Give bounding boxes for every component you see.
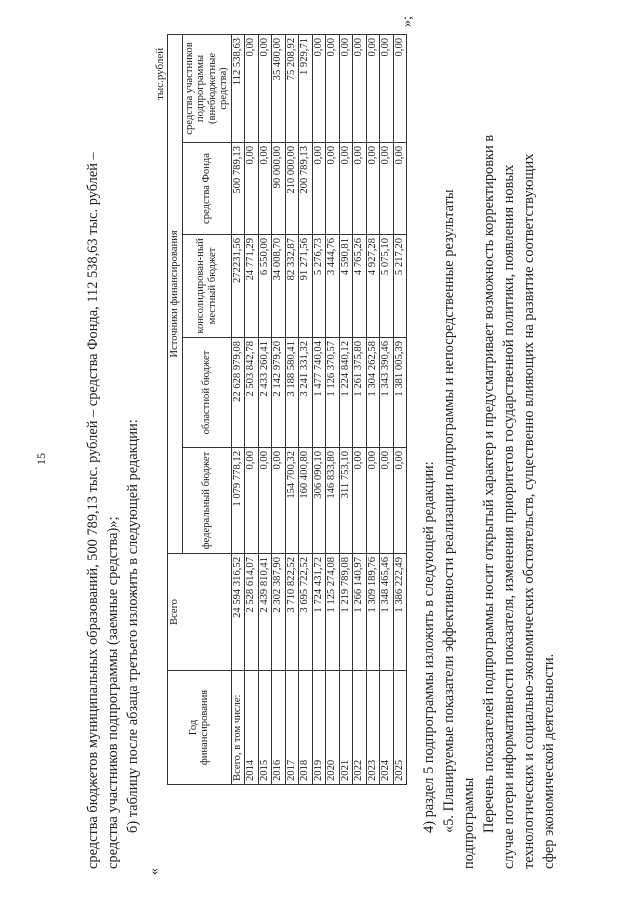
- value-cell: 3 710 822,52: [285, 554, 299, 671]
- value-cell: 0,00: [366, 34, 380, 142]
- value-cell: 0,00: [353, 34, 367, 142]
- header-participants: средства участников подпрограммы (внебюджетные средства): [182, 34, 231, 142]
- value-cell: 0,00: [339, 143, 353, 235]
- table-row: [272, 34, 286, 784]
- table-row: [299, 34, 313, 784]
- row-label-cell: 2018: [299, 671, 313, 785]
- value-cell: 35 400,00: [272, 34, 286, 142]
- value-cell: 34 008,70: [272, 235, 286, 338]
- table-row: [326, 34, 340, 784]
- value-cell: 1 261 375,80: [353, 338, 367, 448]
- paragraph-line: Перечень показателей подпрограммы носит открытый характер и предусматривает возможность корректировки в: [481, 134, 497, 833]
- row-label-cell: 2017: [285, 671, 299, 785]
- value-cell: 0,00: [366, 143, 380, 235]
- table-header-row: [168, 34, 183, 784]
- table-row: [380, 34, 394, 784]
- value-cell: 75 208,92: [285, 34, 299, 142]
- value-cell: 24 771,29: [245, 235, 259, 338]
- value-cell: 1 724 431,72: [312, 554, 326, 671]
- value-cell: 3 188 580,41: [285, 338, 299, 448]
- value-cell: 2 503 842,78: [245, 338, 259, 448]
- row-label-cell: 2024: [380, 671, 394, 785]
- row-label-cell: 2019: [312, 671, 326, 785]
- header-year-title: Год: [187, 719, 199, 736]
- value-cell: 306 090,10: [312, 448, 326, 554]
- value-cell: 1 304 262,58: [366, 338, 380, 448]
- value-cell: 3 444,76: [326, 235, 340, 338]
- paragraph-line: 4) раздел 5 подпрограммы изложить в следующей редакции:: [421, 461, 437, 833]
- paragraph-line: б) таблицу после абзаца третьего изложить в следующей редакции:: [125, 419, 141, 833]
- value-cell: 6 550,00: [258, 235, 272, 338]
- value-cell: 1 929,71: [299, 34, 313, 142]
- value-cell: 1 125 274,08: [326, 554, 340, 671]
- value-cell: 1 477 740,04: [312, 338, 326, 448]
- row-label-cell: 2016: [272, 671, 286, 785]
- value-cell: 0,00: [380, 448, 394, 554]
- value-cell: 0,00: [272, 448, 286, 554]
- row-label-cell: 2015: [258, 671, 272, 785]
- value-cell: 0,00: [258, 143, 272, 235]
- header-regional: областной бюджет: [182, 338, 231, 448]
- value-cell: 0,00: [339, 34, 353, 142]
- header-federal: федеральный бюджет: [182, 448, 231, 554]
- table-row: [339, 34, 353, 784]
- header-year: [168, 671, 232, 785]
- value-cell: 1 348 465,46: [380, 554, 394, 671]
- open-quote: «: [147, 868, 162, 875]
- value-cell: 1 224 840,12: [339, 338, 353, 448]
- value-cell: 1 266 140,97: [353, 554, 367, 671]
- value-cell: 160 400,80: [299, 448, 313, 554]
- paragraph-line: средства участников подпрограммы (заемные средства)»;: [105, 516, 121, 869]
- value-cell: 0,00: [245, 448, 259, 554]
- header-total: Всего: [168, 554, 232, 671]
- value-cell: 5 217,20: [393, 235, 407, 338]
- paragraph-line: подпрограммы: [461, 777, 477, 869]
- paragraph-line: «5. Планируемые показатели эффективности реализации подпрограммы и непосредственные результаты: [441, 189, 457, 833]
- row-label-cell: 2020: [326, 671, 340, 785]
- value-cell: 2 439 810,41: [258, 554, 272, 671]
- table-row: [285, 34, 299, 784]
- value-cell: 4 765,26: [353, 235, 367, 338]
- value-cell: 3 695 722,52: [299, 554, 313, 671]
- value-cell: 82 332,87: [285, 235, 299, 338]
- value-cell: 2 528 614,07: [245, 554, 259, 671]
- table-row: [231, 34, 245, 784]
- table-row: [353, 34, 367, 784]
- table-row: [245, 34, 259, 784]
- value-cell: 0,00: [393, 448, 407, 554]
- table-row: [312, 34, 326, 784]
- value-cell: 1 386 222,49: [393, 554, 407, 671]
- table-row: [258, 34, 272, 784]
- value-cell: 0,00: [326, 34, 340, 142]
- row-label-cell: Всего, в том числе:: [231, 671, 245, 785]
- value-cell: 0,00: [326, 143, 340, 235]
- value-cell: 0,00: [245, 143, 259, 235]
- value-cell: 0,00: [393, 143, 407, 235]
- value-cell: 0,00: [393, 34, 407, 142]
- row-label-cell: 2022: [353, 671, 367, 785]
- value-cell: 1 126 370,57: [326, 338, 340, 448]
- value-cell: 1 381 005,39: [393, 338, 407, 448]
- value-cell: 0,00: [258, 34, 272, 142]
- table-row: [366, 34, 380, 784]
- value-cell: 0,00: [312, 34, 326, 142]
- value-cell: 0,00: [353, 448, 367, 554]
- value-cell: 24 594 316,52: [231, 554, 245, 671]
- financing-table: [167, 34, 407, 785]
- value-cell: 2 433 260,41: [258, 338, 272, 448]
- value-cell: 90 000,00: [272, 143, 286, 235]
- value-cell: 3 241 331,32: [299, 338, 313, 448]
- value-cell: 0,00: [380, 34, 394, 142]
- value-cell: 1 309 189,76: [366, 554, 380, 671]
- close-quote: »;: [400, 16, 415, 27]
- paragraph-line: случае потери информативности показателя, изменения приоритетов государственной политики, появления новых: [501, 164, 517, 869]
- value-cell: 2 142 979,20: [272, 338, 286, 448]
- unit-label: тыс.рублей: [154, 47, 166, 100]
- value-cell: 5 276,73: [312, 235, 326, 338]
- header-year-sub: финансирования: [199, 689, 211, 766]
- paragraph-line: технологических и социально-экономических обстоятельств, существенно влияющих на развитие соответствующих: [521, 153, 537, 869]
- value-cell: 1 079 778,12: [231, 448, 245, 554]
- page-number: 15: [34, 453, 48, 465]
- value-cell: 4 590,81: [339, 235, 353, 338]
- value-cell: 1 343 390,46: [380, 338, 394, 448]
- value-cell: 5 075,10: [380, 235, 394, 338]
- value-cell: 4 927,28: [366, 235, 380, 338]
- value-cell: 0,00: [353, 143, 367, 235]
- value-cell: 1 219 789,08: [339, 554, 353, 671]
- row-label-cell: 2014: [245, 671, 259, 785]
- value-cell: 272231,56: [231, 235, 245, 338]
- table-row: [393, 34, 407, 784]
- value-cell: 311 753,10: [339, 448, 353, 554]
- value-cell: 2 302 387,90: [272, 554, 286, 671]
- value-cell: 22 628 979,08: [231, 338, 245, 448]
- value-cell: 0,00: [258, 448, 272, 554]
- paragraph-line: средства бюджетов муниципальных образований, 500 789,13 тыс. рублей – средства Фонда, 112 538,63 тыс. рублей –: [85, 152, 101, 869]
- value-cell: 112 538,63: [231, 34, 245, 142]
- header-fund: средства Фонда: [182, 143, 231, 235]
- value-cell: 0,00: [245, 34, 259, 142]
- header-local: консолидирован-ный местный бюджет: [182, 235, 231, 338]
- value-cell: 0,00: [312, 143, 326, 235]
- value-cell: 500 789,13: [231, 143, 245, 235]
- value-cell: 154 700,32: [285, 448, 299, 554]
- value-cell: 210 000,00: [285, 143, 299, 235]
- row-label-cell: 2021: [339, 671, 353, 785]
- value-cell: 146 833,80: [326, 448, 340, 554]
- value-cell: 200 789,13: [299, 143, 313, 235]
- value-cell: 0,00: [380, 143, 394, 235]
- value-cell: 91 271,56: [299, 235, 313, 338]
- row-label-cell: 2023: [366, 671, 380, 785]
- value-cell: 0,00: [366, 448, 380, 554]
- paragraph-line: сфер экономической деятельности.: [541, 653, 557, 869]
- header-sources: Источники финансирования: [168, 34, 183, 553]
- row-label-cell: 2025: [393, 671, 407, 785]
